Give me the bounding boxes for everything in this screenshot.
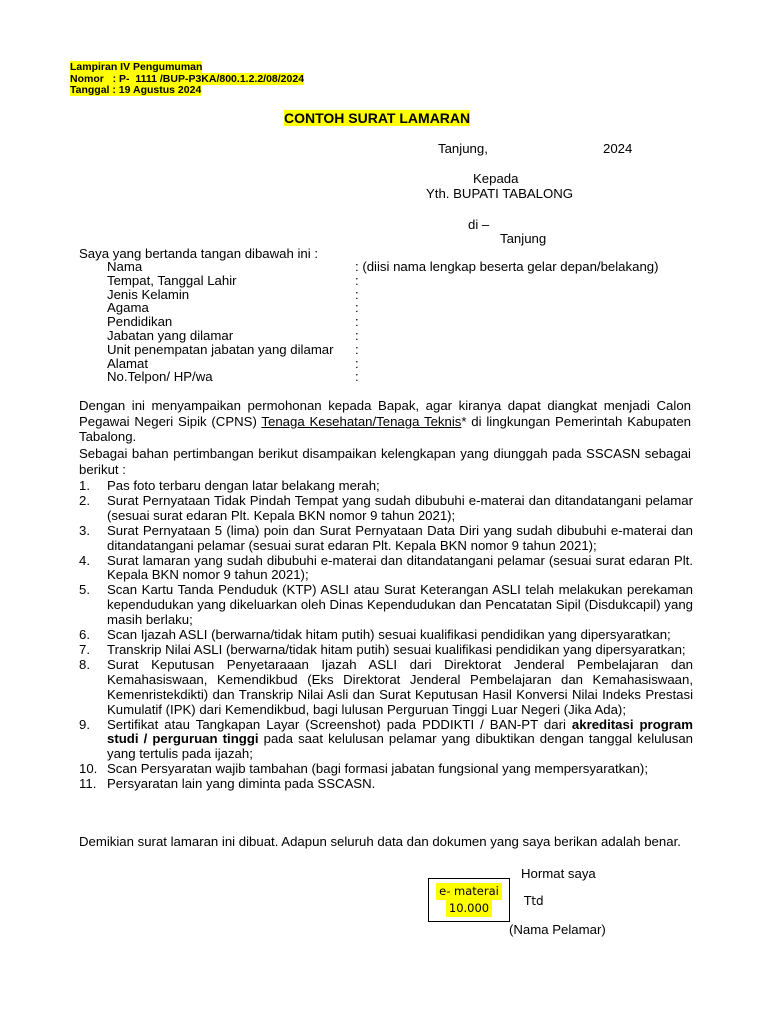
- recipient-kepada: Kepada: [473, 171, 519, 186]
- list-item: 7. Transkrip Nilai ASLI (berwarna/tidak hitam putih) sesuai kualifikasi pendidikan yang dipersyaratkan;: [79, 641, 686, 657]
- field-value: :: [355, 300, 359, 316]
- recipient-city: Tanjung: [500, 231, 547, 246]
- list-item: 4. Surat lamaran yang sudah dibubuhi e-materai dan ditandatangani pelamar (sesuai surat edaran Plt. Kepala BKN nomor 9 tahun 2021);: [79, 552, 693, 583]
- announcement-date: Tanggal : 19 Agustus 2024: [70, 84, 202, 96]
- field-label: Tempat, Tanggal Lahir: [107, 272, 237, 288]
- list-item: 1. Pas foto terbaru dengan latar belakang merah;: [79, 478, 380, 493]
- field-row: [107, 272, 359, 288]
- letter-year: 2024: [603, 141, 633, 156]
- field-value: :: [355, 314, 359, 330]
- document-title: CONTOH SURAT LAMARAN: [284, 110, 471, 126]
- list-item: 2. Surat Pernyataan Tidak Pindah Tempat yang sudah dibubuhi e-materai dan ditandatangani pelamar (sesuai surat edaran Plt. Kepala BKN nomor 9 tahun 2021);: [79, 492, 693, 523]
- closing-paragraph: Demikian surat lamaran ini dibuat. Adapun seluruh data dan dokumen yang saya berikan adalah benar.: [79, 834, 681, 849]
- field-row: [107, 286, 359, 302]
- intro-text: Saya yang bertanda tangan dibawah ini :: [79, 246, 319, 261]
- attachment-label: Lampiran IV Pengumuman: [70, 61, 203, 73]
- signature-ttd: Ttd: [524, 894, 544, 908]
- field-label: Alamat: [107, 355, 149, 371]
- field-value: :: [355, 341, 359, 357]
- field-row: [107, 259, 659, 274]
- field-label: Pendidikan: [107, 314, 173, 330]
- list-item: 9. Sertifikat atau Tangkapan Layar (Screenshot) pada PDDIKTI / BAN-PT dari akreditasi program studi / perguruan tinggi pada saat kelulusan pelamar yang dibuktikan dengan tanggal kelulusan yang tertulis pada ijazah;: [79, 716, 693, 762]
- signature-hormat: Hormat saya: [521, 866, 596, 881]
- field-value: :: [355, 286, 359, 302]
- requirements-list: [79, 479, 693, 792]
- materai-label: e- materai: [436, 883, 502, 900]
- field-row: [107, 355, 359, 371]
- list-item: 5. Scan Kartu Tanda Penduduk (KTP) ASLI atau Surat Keterangan ASLI telah melakukan perekaman kependudukan yang dikeluarkan oleh Dinas Kependudukan dan Pencatatan Sipil (Disdukcapil) yang masih berlaku;: [79, 582, 693, 628]
- letter-place: Tanjung,: [438, 141, 488, 156]
- materai-value: 10.000: [446, 900, 492, 917]
- documents-intro: Sebagai bahan pertimbangan berikut disampaikan kelengkapan yang diunggah pada SSCASN sebagai berikut :: [79, 446, 691, 477]
- e-materai-box: [428, 878, 510, 922]
- list-item: 8. Surat Keputusan Penyetaraaan Ijazah ASLI dari Direktorat Jenderal Pembelajaran dan Kemahasiswaan, Kemendikbud (Eks Direktorat Jenderal Pembelajaran dan Kemahasiswaan, Kemenristekdikti) dan Transkrip Nilai Asli dan Surat Keputusan Hasil Konversi Nilai Indeks Prestasi Kumulatif (IPK) dari Kemendikbud, bagi lulusan Perguruan Tinggi Luar Negeri (Jika Ada);: [79, 656, 693, 717]
- list-item: 10. Scan Persyaratan wajib tambahan (bagi formasi jabatan fungsional yang mempersyaratkan);: [79, 761, 648, 777]
- field-row: [107, 314, 359, 330]
- application-paragraph: Dengan ini menyampaikan permohonan kepada Bapak, agar kiranya dapat diangkat menjadi Calon Pegawai Negeri Sipik (CPNS) Tenaga Kesehatan/Tenaga Teknis* di lingkungan Pemerintah Kabupaten Tabalong.: [79, 398, 691, 444]
- position-type: Tenaga Kesehatan/Tenaga Teknis: [261, 413, 462, 429]
- field-row: [107, 300, 359, 316]
- applicant-name-placeholder: (Nama Pelamar): [509, 922, 606, 937]
- field-label: Unit penempatan jabatan yang dilamar: [107, 341, 334, 357]
- recipient-yth: Yth. BUPATI TABALONG: [426, 186, 574, 201]
- field-row: [107, 327, 359, 343]
- accreditation-emphasis: akreditasi program studi / perguruan tinggi: [107, 716, 693, 747]
- list-item: 6. Scan Ijazah ASLI (berwarna/tidak hitam putih) sesuai kualifikasi pendidikan yang dipersyaratkan;: [79, 627, 671, 643]
- field-row: [107, 369, 359, 385]
- field-value: : (diisi nama lengkap beserta gelar depan/belakang): [355, 259, 659, 274]
- field-row: [107, 341, 359, 357]
- field-value: :: [355, 327, 359, 343]
- recipient-di: di –: [468, 217, 490, 232]
- field-label: Jenis Kelamin: [107, 286, 190, 302]
- letter-header: [70, 62, 304, 97]
- field-label: Nama: [107, 259, 143, 274]
- field-label: Jabatan yang dilamar: [107, 327, 234, 343]
- field-label: No.Telpon/ HP/wa: [107, 369, 213, 385]
- list-item: 11. Persyaratan lain yang diminta pada SSCASN.: [79, 776, 376, 792]
- list-item: 3. Surat Pernyataan 5 (lima) poin dan Surat Pernyataan Data Diri yang sudah dibubuhi e-materai dan ditandatangani pelamar (sesuai surat edaran Plt. Kepala BKN nomor 9 tahun 2021);: [79, 522, 693, 553]
- field-value: :: [355, 272, 359, 288]
- applicant-fields: [107, 259, 659, 385]
- announcement-number: Nomor : P- 1111 /BUP-P3KA/800.1.2.2/08/2024: [70, 72, 305, 85]
- field-value: :: [355, 355, 359, 371]
- field-label: Agama: [107, 300, 149, 316]
- field-value: :: [355, 369, 359, 385]
